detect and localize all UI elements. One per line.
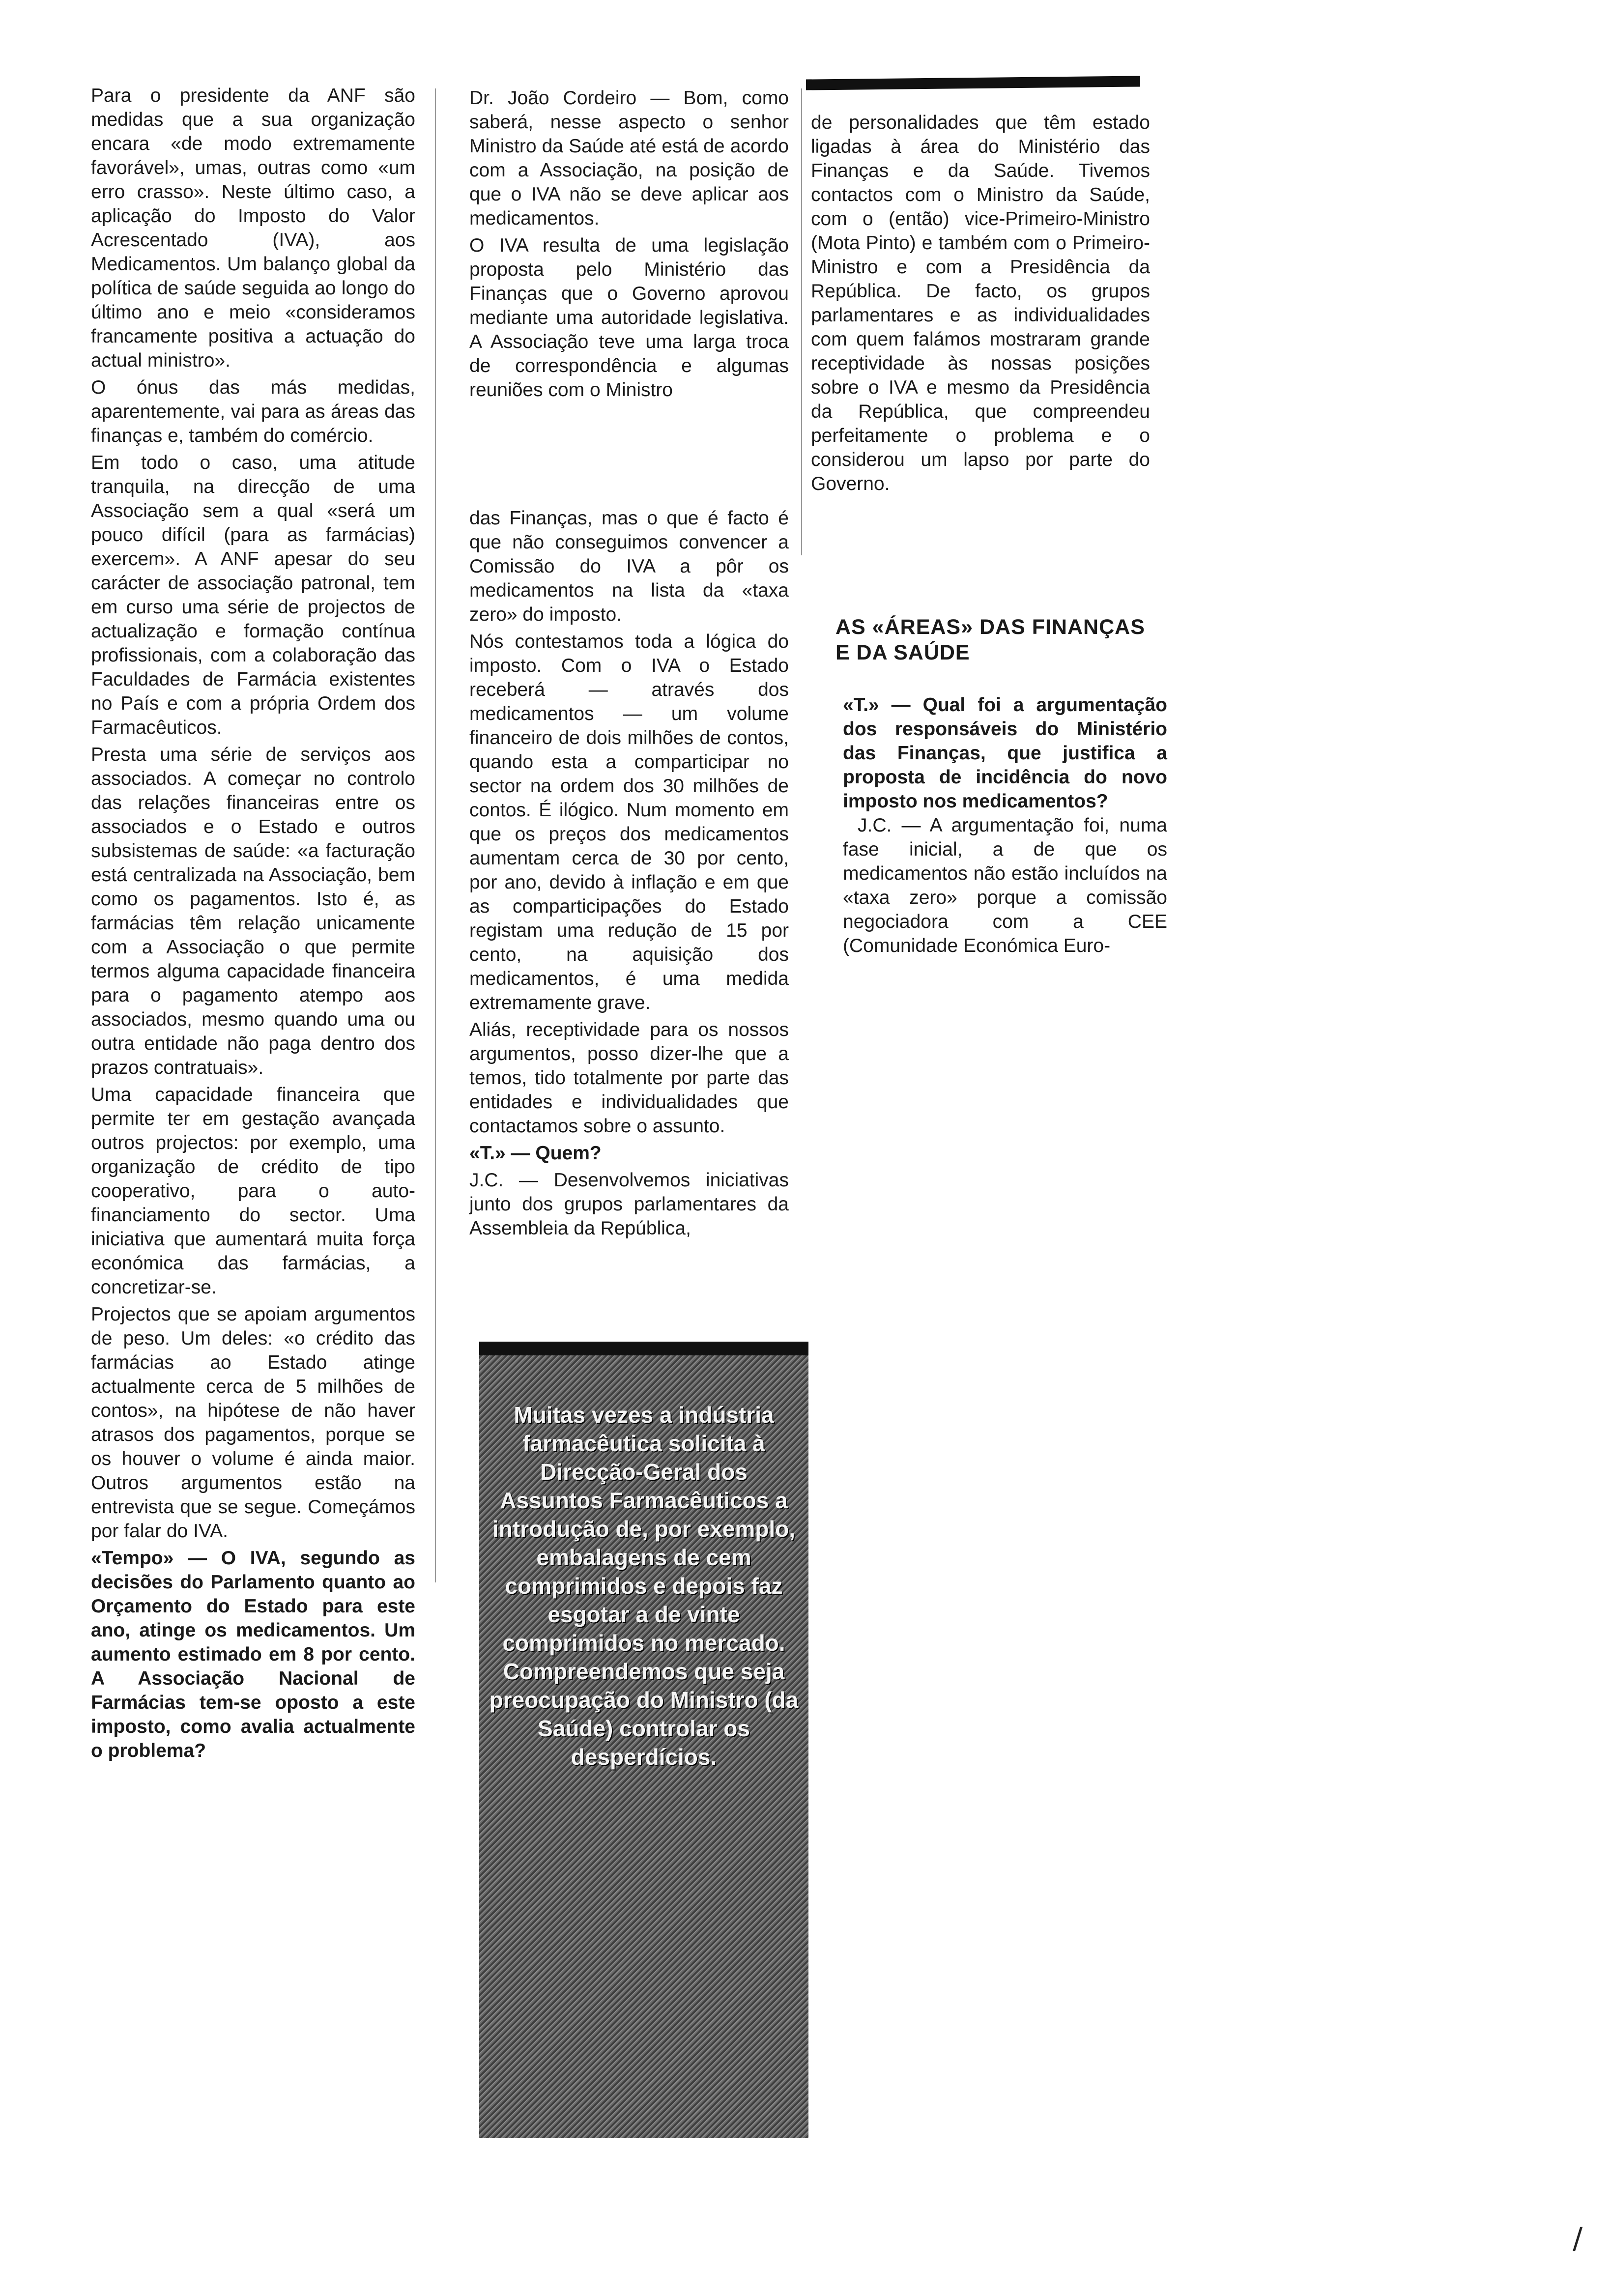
article-column-2 xyxy=(469,86,789,405)
paragraph: Projectos que se apoiam argumentos de peso. Um deles: «o crédito das farmácias ao Estado atinge actualmente cerca de 5 milhões de contos», na hipótese de não haver atrasos dos pagamentos, porque se os houver o volume é ainda maior. Outros argumentos estão na entrevista que se segue. Começámos por falar do IVA. xyxy=(91,1304,415,1542)
paragraph: J.C. — Desenvolvemos iniciativas junto dos grupos parlamentares da Assembleia da República, xyxy=(469,1170,789,1239)
page-corner-mark: ∕ xyxy=(1573,2221,1583,2256)
paragraph: «Tempo» — O IVA, segundo as decisões do Parlamento quanto ao Orçamento do Estado para este ano, atinge os medicamentos. Um aumento estimado em 8 por cento. A Associação Nacional de Farmácias tem-se oposto a este imposto, como avalia actualmente o problema? xyxy=(91,1548,415,1761)
box-rule xyxy=(479,1342,808,1355)
column-divider xyxy=(801,88,802,555)
paragraph: Em todo o caso, uma atitude tranquila, na direcção de uma Associação sem a qual «será um pouco difícil (para as farmácias) exercem». A ANF apesar do seu carácter de associação patronal, tem em curso uma série de projectos de actualização e formação contínua profissionais, com a colaboração das Faculdades de Farmácia existentes no País e com a própria Ordem dos Farmacêuticos. xyxy=(91,452,415,738)
article-column-2-continued xyxy=(469,506,789,1243)
paragraph: Para o presidente da ANF são medidas que a sua organização encara «de modo extremamente favorável», umas, outras como «um erro crasso». Neste último caso, a aplicação do Imposto do Valor Acrescentado (IVA), aos Medicamentos. Um balanço global da política de saúde seguida ao longo do último ano e meio «consideramos francamente positiva a actuação do actual ministro». xyxy=(91,85,415,371)
pull-quote-text: Muitas vezes a indústria farmacêutica solicita à Direcção-Geral dos Assuntos Farmacêuticos a introdução de, por exemplo, embalagens de cem comprimidos e depois faz esgotar a de vinte comprimidos no mercado. Compreendemos que seja preocupação do Ministro (da Saúde) controlar os desperdícios. xyxy=(489,1402,799,1770)
paragraph: Dr. João Cordeiro — Bom, como saberá, nesse aspecto o senhor Ministro da Saúde até está de acordo com a Associação, na posição de que o IVA não se deve aplicar aos medicamentos. xyxy=(469,87,789,229)
column-divider xyxy=(435,88,436,1582)
interview-answer: J.C. — A argumentação foi, numa fase inicial, a de que os medicamentos não estão incluídos na «taxa zero» porque a comissão negociadora com a CEE (Comunidade Económica Euro- xyxy=(843,815,1167,956)
paragraph: Nós contestamos toda a lógica do imposto. Com o IVA o Estado receberá — através dos medicamentos — um volume financeiro de dois milhões de contos, quando esta a comparticipar no sector na ordem dos 30 milhões de contos. É ilógico. Num momento em que os preços dos medicamentos aumentam cerca de 30 por cento, por ano, devido à inflação e em que as comparticipações do Estado registam uma redução de 15 por cento, na aquisição dos medicamentos, é uma medida extremamente grave. xyxy=(469,631,789,1013)
interview-question: «T.» — Qual foi a argumentação dos responsáveis do Ministério das Finanças, que justifica a proposta de incidência do novo imposto nos medicamentos? xyxy=(843,694,1167,812)
section-subheading: AS «ÁREAS» DAS FINANÇAS E DA SAÚDE xyxy=(835,615,1145,664)
article-column-1 xyxy=(91,84,415,1766)
article-column-3 xyxy=(811,111,1150,499)
paragraph: de personalidades que têm estado ligadas à área do Ministério das Finanças e da Saúde. Tivemos contactos com o Ministro da Saúde, com o (então) vice-Primeiro-Ministro (Mota Pinto) e também com o Primeiro-Ministro e com a Presidência da República. De facto, os grupos parlamentares e as individualidades com quem falámos mostraram grande receptividade às nossas posições sobre o IVA e mesmo da Presidência da República, que compreendeu perfeitamente o problema e o considerou um lapso por parte do Governo. xyxy=(811,112,1150,494)
question-line: «T.» — Quem? xyxy=(469,1143,602,1164)
paragraph: Uma capacidade financeira que permite ter em gestação avançada outros projectos: por exemplo, uma organização de crédito de tipo cooperativo, para o auto-financiamento do sector. Uma iniciativa que aumentará muita força económica das farmácias, a concretizar-se. xyxy=(91,1084,415,1298)
interview-qa xyxy=(843,693,1167,958)
column-rule xyxy=(806,76,1140,90)
paragraph: Presta uma série de serviços aos associados. A começar no controlo das relações financeiras entre os associados e o Estado e outros subsistemas de saúde: «a facturação está centralizada na Associação, bem como os pagamentos. Isto é, as farmácias têm relação unicamente com a Associação o que permite termos alguma capacidade financeira para o pagamento atempo aos associados, mesmo quando uma ou outra entidade não paga dentro dos prazos contratuais». xyxy=(91,744,415,1078)
paragraph: Aliás, receptividade para os nossos argumentos, posso dizer-lhe que a temos, tido totalmente por parte das entidades e individualidades que contactamos sobre o assunto. xyxy=(469,1019,789,1137)
pull-quote-box xyxy=(479,1342,808,2138)
paragraph: das Finanças, mas o que é facto é que não conseguimos convencer a Comissão do IVA a pôr os medicamentos na lista da «taxa zero» do imposto. xyxy=(469,508,789,625)
paragraph: O ónus das más medidas, aparentemente, vai para as áreas das finanças e, também do comércio. xyxy=(91,377,415,446)
paragraph: O IVA resulta de uma legislação proposta pelo Ministério das Finanças que o Governo aprovou mediante uma autoridade legislativa. A Associação teve uma larga troca de correspondência e algumas reuniões com o Ministro xyxy=(469,235,789,401)
